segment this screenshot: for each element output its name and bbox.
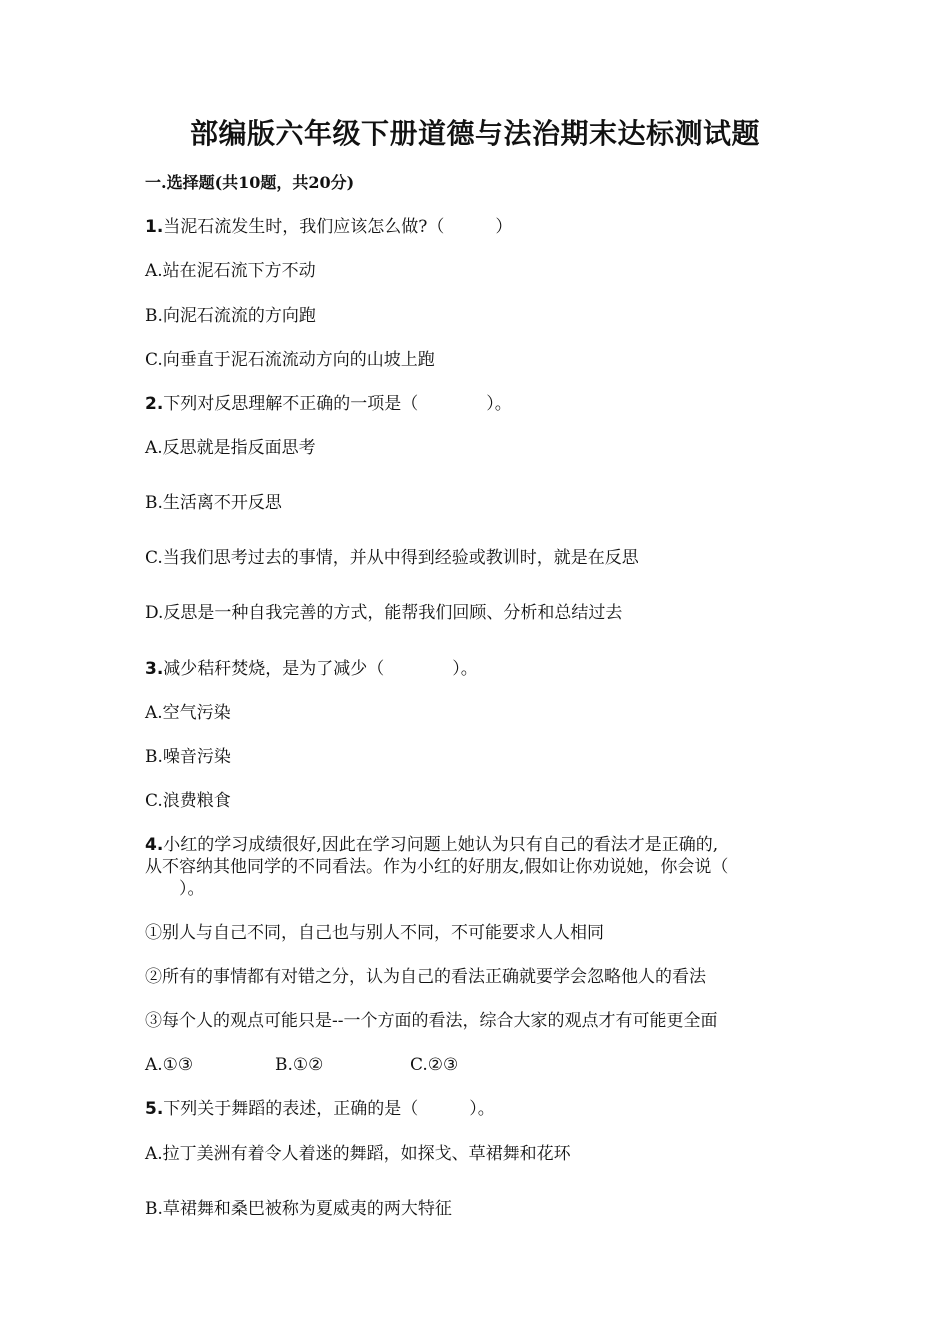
question-5	[145, 1098, 495, 1120]
option-3c: C.浪费粮食	[145, 791, 231, 811]
option-1a: A.站在泥石流下方不动	[145, 261, 316, 281]
option-3a: A.空气污染	[145, 703, 231, 723]
question-number: 2.	[145, 394, 164, 414]
statement-3: ③每个人的观点可能只是--一个方面的看法，综合大家的观点才有可能更全面	[145, 1011, 718, 1031]
question-stem: 下列对反思理解不正确的一项是（ ）。	[163, 394, 512, 414]
option-1c: C.向垂直于泥石流流动方向的山坡上跑	[145, 350, 435, 370]
option-4c: C.②③	[410, 1055, 459, 1075]
options-row-4	[145, 1054, 745, 1076]
question-stem-line-3: ）。	[145, 879, 205, 899]
question-2	[145, 393, 512, 415]
option-2a: A.反思就是指反面思考	[145, 438, 316, 458]
question-stem-line-1: 小红的学习成绩很好,因此在学习问题上她认为只有自己的看法才是正确的,	[163, 835, 719, 855]
statement-1: ①别人与自己不同，自己也与别人不同，不可能要求人人相同	[145, 923, 604, 943]
question-3	[145, 658, 478, 680]
option-4b: B.①②	[275, 1055, 324, 1075]
section-heading: 一.选择题(共10题，共20分)	[145, 173, 355, 192]
question-stem: 下列关于舞蹈的表述，正确的是（ ）。	[163, 1099, 495, 1119]
option-5b: B.草裙舞和桑巴被称为夏威夷的两大特征	[145, 1199, 452, 1219]
page-title: 部编版六年级下册道德与法治期末达标测试题	[189, 117, 760, 150]
option-2d: D.反思是一种自我完善的方式，能帮我们回顾、分析和总结过去	[145, 603, 623, 623]
question-number: 3.	[145, 659, 164, 679]
question-stem-line-2: 从不容纳其他同学的不同看法。作为小红的好朋友,假如让你劝说她，你会说（	[145, 857, 729, 877]
question-stem: 当泥石流发生时，我们应该怎么做?（ ）	[163, 217, 513, 237]
question-number: 1.	[145, 217, 164, 237]
question-stem: 减少秸秆焚烧，是为了减少（ ）。	[163, 659, 478, 679]
option-3b: B.噪音污染	[145, 747, 231, 767]
question-4	[145, 834, 718, 856]
option-5a: A.拉丁美洲有着令人着迷的舞蹈，如探戈、草裙舞和花环	[145, 1144, 571, 1164]
statement-2: ②所有的事情都有对错之分，认为自己的看法正确就要学会忽略他人的看法	[145, 967, 706, 987]
option-2c: C.当我们思考过去的事情，并从中得到经验或教训时，就是在反思	[145, 548, 639, 568]
question-number: 5.	[145, 1099, 164, 1119]
option-1b: B.向泥石流流的方向跑	[145, 306, 316, 326]
option-2b: B.生活离不开反思	[145, 493, 282, 513]
question-number: 4.	[145, 835, 164, 855]
option-4a: A.①③	[145, 1055, 194, 1075]
question-1	[145, 216, 512, 238]
